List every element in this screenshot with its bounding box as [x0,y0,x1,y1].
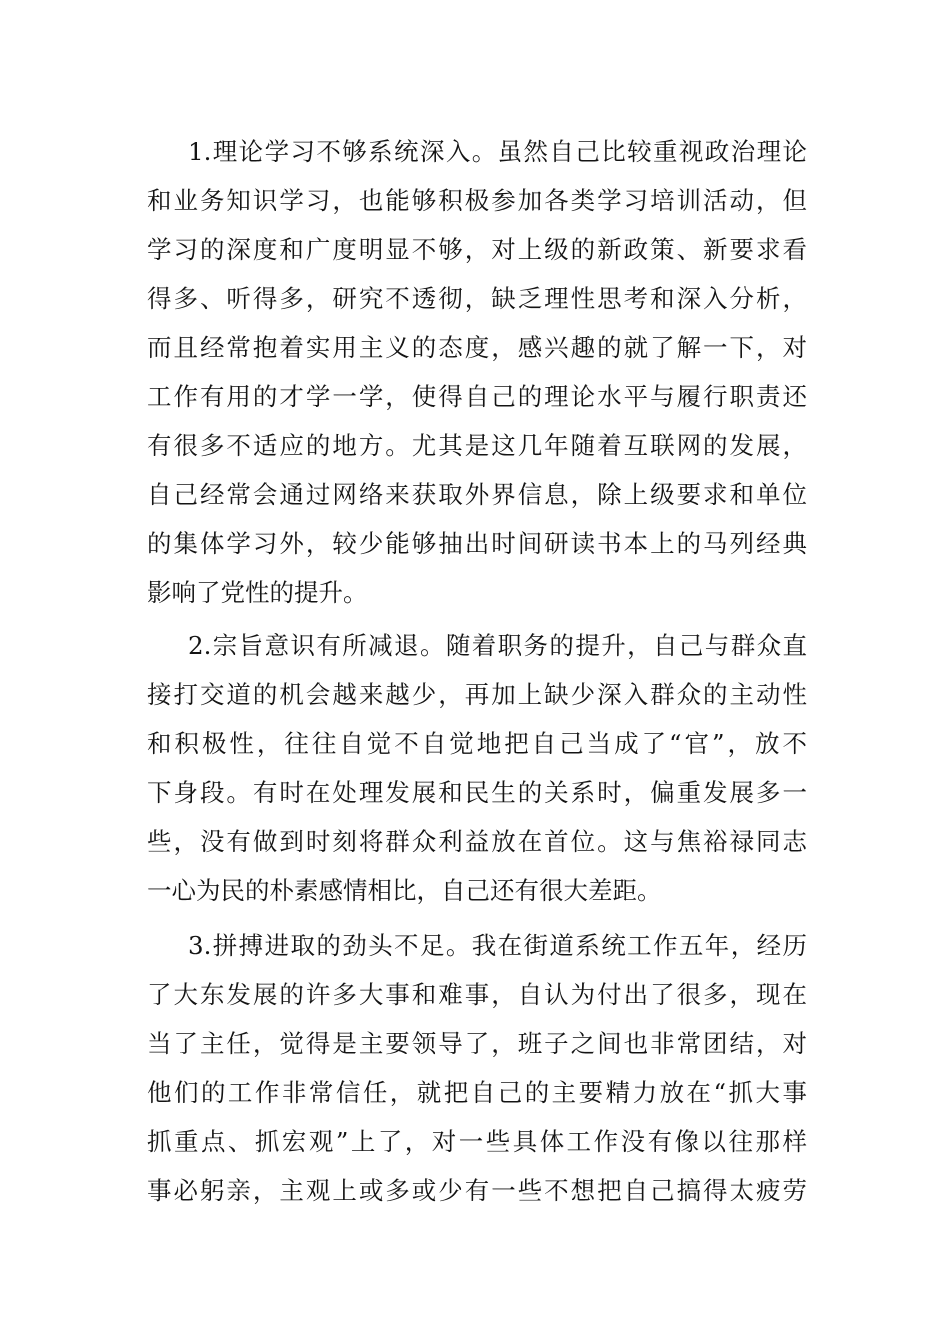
paragraph-1-line-9: 的集体学习外，较少能够抽出时间研读书本上的马列经典 [147,529,807,558]
paragraph-2-line-5: 些，没有做到时刻将群众利益放在首位。这与焦裕禄同志 [147,827,807,856]
paragraph-3-line-4: 他们的工作非常信任，就把自己的主要精力放在“抓大事 [147,1078,807,1107]
paragraph-1-line-5: 而且经常抱着实用主义的态度，感兴趣的就了解一下，对 [147,333,807,362]
paragraph-2-line-2: 接打交道的机会越来越少，再加上缺少深入群众的主动性 [147,680,807,709]
paragraph-1-line-4: 得多、听得多，研究不透彻，缺乏理性思考和深入分析， [147,284,807,313]
paragraph-3-line-3: 当了主任，觉得是主要领导了，班子之间也非常团结，对 [147,1029,807,1058]
paragraph-3-line-5: 抓重点、抓宏观”上了，对一些具体工作没有像以往那样 [147,1127,807,1156]
paragraph-1-line-1: 1.理论学习不够系统深入。虽然自己比较重视政治理论 [188,137,807,166]
paragraph-2-line-6: 一心为民的朴素感情相比，自己还有很大差距。 [147,876,662,905]
paragraph-1-line-6: 工作有用的才学一学，使得自己的理论水平与履行职责还 [147,382,807,411]
paragraph-2-line-1: 2.宗旨意识有所减退。随着职务的提升，自己与群众直 [188,631,807,660]
paragraph-1-line-2: 和业务知识学习，也能够积极参加各类学习培训活动，但 [147,186,807,215]
paragraph-1-line-8: 自己经常会通过网络来获取外界信息，除上级要求和单位 [147,480,807,509]
paragraph-3-line-1: 3.拼搏进取的劲头不足。我在街道系统工作五年，经历 [188,931,807,960]
paragraph-3-line-6: 事必躬亲，主观上或多或少有一些不想把自己搞得太疲劳 [147,1176,807,1205]
paragraph-1-line-7: 有很多不适应的地方。尤其是这几年随着互联网的发展， [147,431,807,460]
paragraph-2-line-4: 下身段。有时在处理发展和民生的关系时，偏重发展多一 [147,778,807,807]
paragraph-3-line-2: 了大东发展的许多大事和难事，自认为付出了很多，现在 [147,980,807,1009]
paragraph-1-line-3: 学习的深度和广度明显不够，对上级的新政策、新要求看 [147,235,807,264]
paragraph-1-line-10: 影响了党性的提升。 [147,578,368,607]
paragraph-2-line-3: 和积极性，往往自觉不自觉地把自己当成了“官”，放不 [147,729,807,758]
